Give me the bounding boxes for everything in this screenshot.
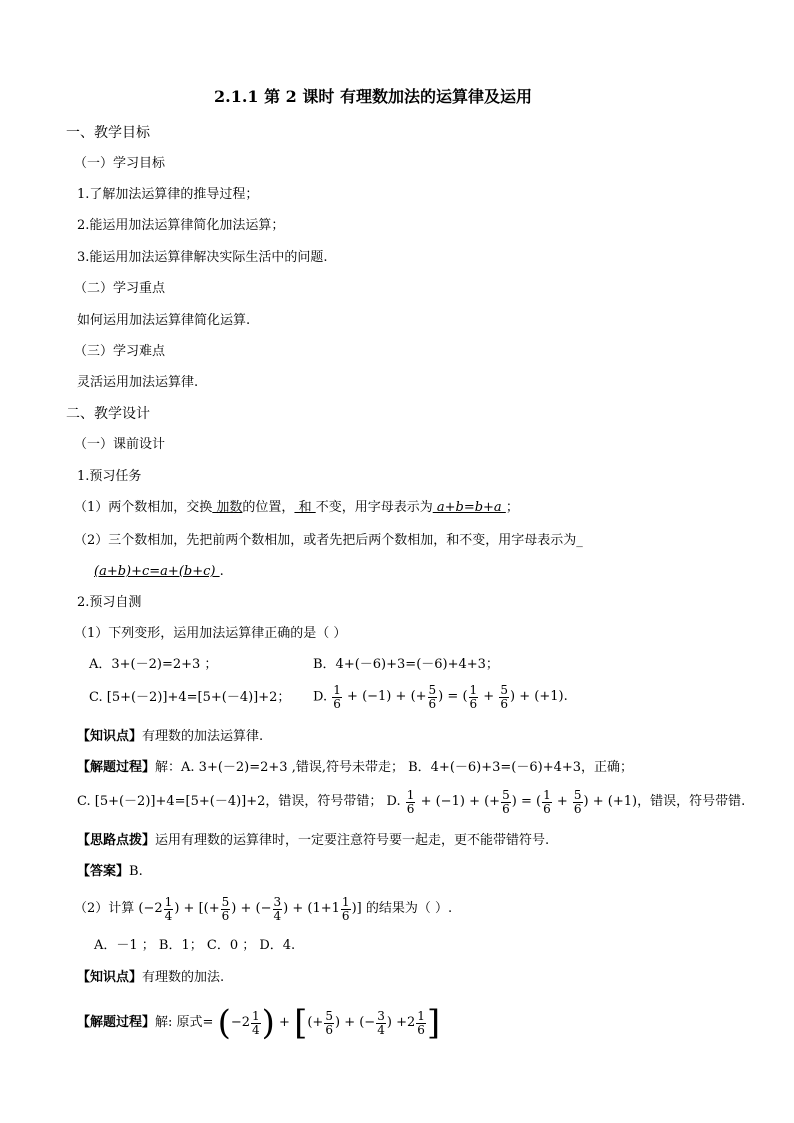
fraction-one-sixth: $\frac{1}{6}$ — [341, 894, 350, 923]
section-heading-design: 二、教学设计 — [66, 406, 150, 422]
knowledge-point-1: 【知识点】有理数的加法运算律. — [77, 729, 264, 744]
subheading-focus: （二）学习重点 — [74, 281, 166, 296]
fraction-one-sixth: $\frac{1}{6}$ — [469, 682, 478, 711]
fraction-one-quarter: $\frac{1}{4}$ — [252, 1008, 260, 1037]
question-1-choice-d: D. $\frac{1}{6}$ + (−1) + (+ $\frac{5}{6}$ ) = ( $\frac{1}{6}$ + $\frac{5}{6}$ ) + (+1). — [313, 682, 568, 711]
fraction-one-sixth: $\frac{1}{6}$ — [406, 787, 415, 816]
goal-2: 2.能运用加法运算律简化加法运算； — [77, 218, 285, 233]
selftest-heading: 2.预习自测 — [77, 595, 142, 610]
task-1: （1）两个数相加，交换 加数的位置， 和 不变，用字母表示为 a+b=b+a ； — [74, 500, 519, 515]
question-1-stem: （1）下列变形，运用加法运算律正确的是（ ） — [74, 626, 347, 641]
fraction-five-sixths: $\frac{5}{6}$ — [502, 787, 510, 816]
question-1-choice-a: A．3+(－2)=2+3 ； — [89, 657, 218, 672]
section-heading-goals: 一、教学目标 — [66, 125, 150, 141]
task-2: （2）三个数相加，先把前两个数相加，或者先把后两个数相加，和不变，用字母表示为_ — [74, 533, 583, 548]
fraction-one-quarter: $\frac{1}{4}$ — [164, 894, 173, 923]
knowledge-point-2: 【知识点】有理数的加法. — [77, 970, 225, 985]
question-1-choice-b: B．4+(－6)+3=(－6)+4+3； — [313, 657, 499, 672]
solution-1-line-2: C. [5+(－2)]+4=[5+(－4)]+2，错误，符号带错； D. $\frac{1}{6}$ + (−1) + (+ $\frac{5}{6}$ ) = ( $\frac{1}{6}$ + $\frac{5}{6}$ ) + (+1)，错误，符号带错. — [77, 787, 746, 816]
question-2-stem: （2）计算 (−2 $\frac{1}{4}$ ) + [(+ $\frac{5}{6}$ ) + (− $\frac{3}{4}$ ) + (1+1 $\frac{1}{6}$ )] 的结果为（ ）. — [74, 894, 453, 923]
fraction-five-sixths: $\frac{5}{6}$ — [325, 1008, 333, 1037]
solution-2: 【解题过程】解: 原式= (−2 $\frac{1}{4}$ ) + [(+ $\frac{5}{6}$ ) + (− $\frac{3}{4}$ ) +2 $\frac{1}{6}$ ] — [77, 1003, 441, 1043]
subheading-learning-goals: （一）学习目标 — [74, 156, 166, 171]
difficulty-text: 灵活运用加法运算律. — [77, 375, 199, 390]
subheading-difficulty: （三）学习难点 — [74, 344, 166, 359]
question-2-choices: A．－1 ； B．1； C．0 ； D．4. — [94, 938, 296, 953]
fraction-five-sixths: $\frac{5}{6}$ — [500, 682, 508, 711]
solution-1-line-1: 【解题过程】解：A. 3+(－2)=2+3 ,错误,符号未带走； B．4+(－6)+3=(－6)+4+3，正确； — [77, 760, 634, 775]
page-title: 2.1.1 第 2 课时 有理数加法的运算律及运用 — [214, 87, 532, 106]
fraction-one-sixth: $\frac{1}{6}$ — [417, 1008, 425, 1037]
fraction-five-sixths: $\frac{5}{6}$ — [573, 787, 582, 816]
focus-text: 如何运用加法运算律简化运算. — [77, 313, 251, 328]
question-1-choice-c: C. [5+(－2)]+4=[5+(－4)]+2； — [89, 690, 291, 705]
fraction-one-sixth: $\frac{1}{6}$ — [543, 787, 551, 816]
goal-1: 1.了解加法运算律的推导过程； — [77, 187, 259, 202]
subheading-prelesson: （一）课前设计 — [74, 437, 166, 452]
answer-1: 【答案】B. — [77, 864, 143, 879]
fraction-five-sixths: $\frac{5}{6}$ — [221, 894, 230, 923]
fraction-five-sixths: $\frac{5}{6}$ — [428, 682, 437, 711]
fraction-one-sixth: $\frac{1}{6}$ — [333, 682, 341, 711]
task-heading: 1.预习任务 — [77, 469, 142, 484]
goal-3: 3.能运用加法运算律解决实际生活中的问题. — [77, 250, 328, 265]
fraction-three-quarters: $\frac{3}{4}$ — [273, 894, 282, 923]
task-2-answer: (a+b)+c=a+(b+c) . — [94, 564, 224, 579]
hint-1: 【思路点拨】运用有理数的运算律时，一定要注意符号要一起走，更不能带错符号. — [77, 833, 550, 848]
fraction-three-quarters: $\frac{3}{4}$ — [377, 1008, 385, 1037]
